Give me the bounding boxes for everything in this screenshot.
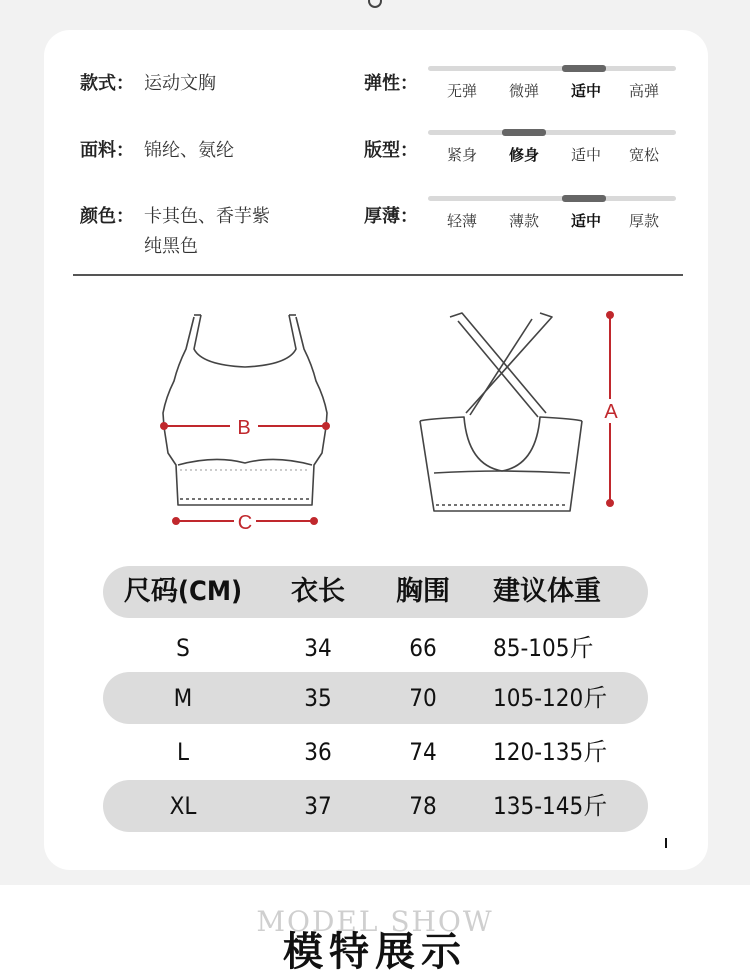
scale-track	[428, 66, 676, 71]
length-cell: 36	[304, 738, 332, 766]
model-show-title: 模特展示	[283, 929, 467, 975]
scale-indicator	[502, 129, 546, 136]
label-a: A	[604, 401, 618, 423]
scale-option: 厚款	[628, 212, 659, 230]
bust-cell: 74	[409, 738, 437, 766]
scale-option: 轻薄	[446, 212, 477, 230]
size-cell: L	[176, 738, 190, 766]
scale-option: 适中	[570, 146, 601, 164]
back-outline	[420, 313, 582, 511]
scale-option: 宽松	[628, 146, 659, 164]
size-cell: S	[176, 634, 190, 662]
fabric-value: 锦纶、氨纶	[144, 140, 234, 161]
style-value: 运动文胸	[144, 73, 216, 94]
thickness-scale	[428, 196, 676, 236]
section-divider	[73, 274, 683, 276]
front-view-sketch	[150, 305, 340, 535]
style-label: 款式：	[80, 73, 134, 94]
color-label: 颜色：	[80, 206, 134, 227]
table-row	[103, 726, 648, 778]
header-weight: 建议体重	[493, 576, 601, 607]
scale-option-selected: 修身	[508, 146, 539, 164]
size-cell: M	[173, 684, 193, 712]
weight-cell: 105-120斤	[493, 684, 608, 712]
weight-cell: 135-145斤	[493, 792, 608, 820]
fit-label: 版型：	[364, 140, 418, 161]
label-c: C	[237, 512, 253, 534]
length-cell: 37	[304, 792, 332, 820]
front-outline	[163, 315, 327, 505]
length-cell: 34	[304, 634, 332, 662]
elasticity-label: 弹性：	[364, 73, 418, 94]
size-table-header	[103, 566, 648, 618]
weight-cell: 85-105斤	[493, 634, 594, 662]
scale-option-selected: 适中	[570, 212, 601, 230]
table-row	[103, 780, 648, 832]
scale-option-selected: 适中	[570, 82, 601, 100]
scale-option: 微弹	[508, 82, 539, 100]
header-bust: 胸围	[396, 576, 450, 607]
length-cell: 35	[304, 684, 332, 712]
color-value-1: 卡其色、香芋紫	[144, 206, 270, 227]
table-row	[103, 672, 648, 724]
scale-option: 薄款	[508, 212, 539, 230]
fabric-label: 面料：	[80, 140, 134, 161]
label-b: B	[237, 417, 251, 439]
bust-cell: 70	[409, 684, 437, 712]
scale-track	[428, 196, 676, 201]
tick-mark	[665, 838, 667, 848]
scale-option: 高弹	[628, 82, 659, 100]
scale-option: 无弹	[446, 82, 477, 100]
model-show-english: MODEL SHOW	[256, 905, 494, 938]
thickness-label: 厚薄：	[364, 206, 418, 227]
scale-track	[428, 130, 676, 135]
bust-cell: 78	[409, 792, 437, 820]
bust-cell: 66	[409, 634, 437, 662]
table-row	[103, 622, 648, 674]
scale-indicator	[562, 65, 606, 72]
fit-scale	[428, 130, 676, 170]
scale-indicator	[562, 195, 606, 202]
elasticity-scale	[428, 66, 676, 106]
scale-option: 紧身	[446, 146, 477, 164]
header-length: 衣长	[291, 576, 345, 607]
size-cell: XL	[169, 792, 197, 820]
color-value-2: 纯黑色	[144, 236, 198, 257]
header-size: 尺码(CM)	[123, 576, 243, 607]
weight-cell: 120-135斤	[493, 738, 608, 766]
back-view-sketch	[410, 305, 640, 525]
